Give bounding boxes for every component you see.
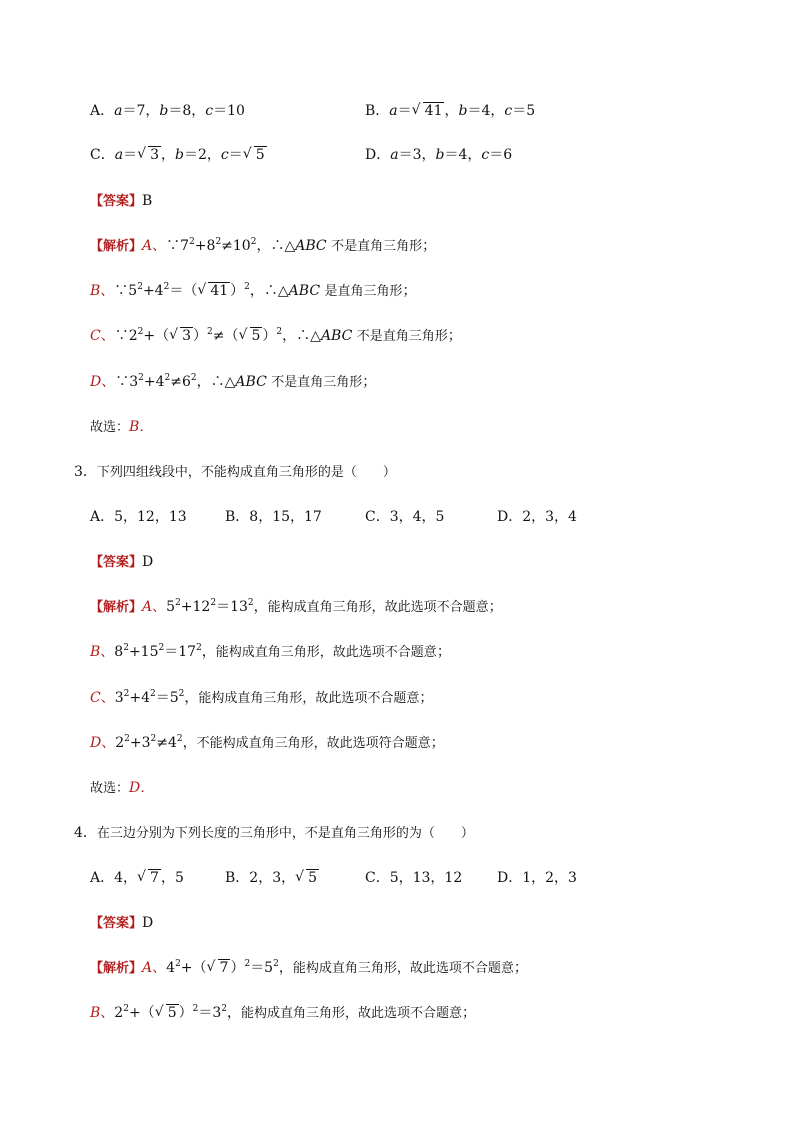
q2-option-a: A．a＝7，b＝8，c＝10 (90, 103, 245, 119)
q2-option-b: B．a＝ √ 41 ，b＝4，c＝5 (365, 102, 536, 119)
q3-analysis-a: 【解析】A、$5^2+12^2=13^2$，能构成直角三角形，故此选项不合题意； (90, 598, 503, 615)
answer-tag: 【答案】 (90, 916, 143, 931)
q3-option-c: C．3，4，5 (365, 509, 445, 525)
q4-answer (90, 914, 153, 933)
q2-analysis-b: B、$\because 5^2+4^2=$（ √ 41 ）$^2$，∴△ABC 是直角三角形； (90, 282, 417, 299)
answer-value: B (142, 193, 153, 209)
q4-analysis-a: 【解析】A、$4^2+$（ √ 7 ）$^2=5^2$，能构成直角三角形，故此选项不合题意； (90, 959, 528, 976)
analysis-tag: 【解析】 (90, 600, 143, 615)
q2-conclusion-value: B． (129, 419, 154, 435)
q4-option-c: C．5，13，12 (365, 870, 463, 886)
analysis-tag: 【解析】 (90, 239, 143, 254)
q3-conclusion-value: D． (129, 780, 155, 796)
q3-answer (90, 553, 153, 572)
q4-option-b: B．2，3， √ 5 (225, 869, 318, 886)
q4-option-d: D．1，2，3 (497, 870, 577, 886)
answer-tag: 【答案】 (90, 194, 143, 209)
q3-analysis-c: C、$3^2+4^2=5^2$，能构成直角三角形，故此选项不合题意； (90, 689, 434, 706)
q4-analysis-b: B、$2^2+$（ √ 5 ）$^2=3^2$，能构成直角三角形，故此选项不合题意； (90, 1004, 477, 1021)
analysis-tag: 【解析】 (90, 961, 143, 976)
q3-option-d: D．2，3，4 (497, 509, 577, 525)
q3-analysis-d: D、$2^2+3^2\ne 4^2$，不能构成直角三角形，故此选项符合题意； (90, 734, 445, 751)
q2-analysis-c: C、$\because 2^2+$（ √ 3 ）$^2$≠（ √ 5 ）$^2$，∴△ABC 不是直角三角形； (90, 327, 462, 344)
question-number: 4． (74, 825, 97, 841)
q2-option-d: D．a＝3，b＝4，c＝6 (365, 147, 513, 163)
question-number: 3． (74, 464, 97, 480)
q2-answer (90, 192, 152, 211)
answer-tag: 【答案】 (90, 555, 143, 570)
question-stem: 在三边分别为下列长度的三角形中，不是直角三角形的为（ ） (96, 826, 474, 841)
q3-option-a: A．5，12，13 (90, 509, 187, 525)
q4-stem (74, 824, 474, 843)
q2-conclusion: 故选：B． (90, 419, 154, 435)
question-stem: 下列四组线段中，不能构成直角三角形的是（ ） (96, 465, 396, 480)
answer-value: D (142, 915, 154, 931)
q2-analysis-d: D、$\because 3^2+4^2\ne 6^2$，∴△ABC 不是直角三角形； (90, 373, 377, 390)
q4-option-a: A．4， √ 7 ，5 (90, 869, 184, 886)
q3-stem (74, 463, 396, 482)
q2-analysis-a: 【解析】A、$\because 7^2+8^2\ne 10^2$，∴△ABC 不是直角三角形； (90, 237, 437, 254)
q3-analysis-b: B、$8^2+15^2=17^2$，能构成直角三角形，故此选项不合题意； (90, 643, 451, 660)
answer-value: D (142, 554, 154, 570)
q3-conclusion: 故选：D． (90, 780, 155, 796)
q3-option-b: B．8，15，17 (225, 509, 322, 525)
q2-option-c: C．a＝ √ 3 ，b＝2，c＝ √ 5 (90, 146, 265, 163)
